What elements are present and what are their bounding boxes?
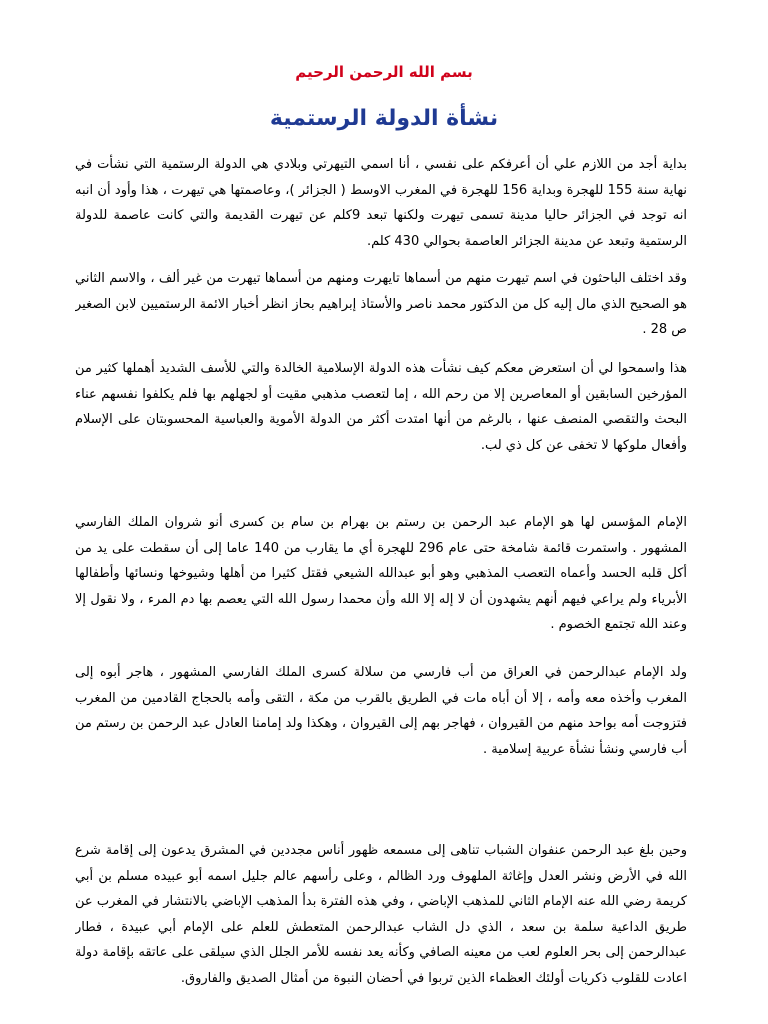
paragraph-founder: الإمام المؤسس لها هو الإمام عبد الرحمن بن رستم بن بهرام بن سام بن كسرى أنو شروان الملك الفارسي المشهور . واستمرت قائمة شامخة حتى عام 296 للهجرة أي ما يقارب من 140 عاما إلى أن سقطت على يد من أكل قلبه الحسد وأعماه التعصب المذهبي وهو أبو عبدالله الشيعي فقتل كثيرا من أهلها وشيوخها ونسائها وأطفالها الأبرياء ولم يراعي فيهم أنهم يشهدون أن لا إله إلا الله وأن محمدا رسول الله التي يعصم بها دم المرء ، ولا نقول إلا وعند الله تجتمع الخصوم .: [75, 515, 687, 632]
paragraph-name-origin: وقد اختلف الباحثون في اسم تيهرت منهم من أسماها تايهرت ومنهم من أسماها تيهرت من غير ألف ، والاسم الثاني هو الصحيح الذي مال إليه كل من الدكتور محمد ناصر والأستاذ إبراهيم بحاز انظر أخبار الائمة الرستميين لابن الصغير ص 28 .: [75, 271, 687, 337]
paragraph-birth: ولد الإمام عبدالرحمن في العراق من أب فارسي من سلالة كسرى الملك الفارسي المشهور ، هاجر أبوه إلى المغرب وأخذه معه وأمه ، إلا أن أباه مات في الطريق بالقرب من مكة ، التقى وأمه بالحجاج القادمين من المغرب فتزوجت أمه بواحد منهم من القيروان ، فهاجر بهم إلى القيروان ، وهكذا ولد إمامنا العادل عبد الرحمن بن رستم من أب فارسي ونشأ نشأة عربية إسلامية .: [75, 665, 687, 757]
paragraph-youth: وحين بلغ عبد الرحمن عنفوان الشباب تناهى إلى مسمعه ظهور أناس مجددين في المشرق يدعون إلى إقامة شرع الله في الأرض ونشر العدل وإغاثة الملهوف ورد الظالم ، وعلى رأسهم عالم جليل اسمه أبو عبيده مسلم بن أبي كريمة رضي الله عنه الإمام الثاني للمذهب الإباضي ، وفي هذه الفترة بدأ المذهب الإباضي بالانتشار في المغرب عن طريق الداعية سلمة بن سعد ، الذي دل الشاب عبدالرحمن المتعطش للعلم على الإمام أبي عبيدة ، فطار عبدالرحمن إلى بحر العلوم لعب من معينه الصافي وكأنه يعد نفسه للأمر الجلل الذي سيلقى على عاتقه بإقامة دولة اعادت للقلوب ذكريات أولئك العظماء الذين تربوا في أحضان النبوة من أمثال الصديق والفاروق.: [75, 843, 687, 986]
paragraph-historians: هذا واسمحوا لي أن استعرض معكم كيف نشأت هذه الدولة الإسلامية الخالدة والتي للأسف الشديد أهملها كثير من المؤرخين السابقين أو المعاصرين إلا من رحم الله ، إما لتعصب مذهبي مقيت أو لجهلهم بها فلم يكلفوا نفسهم عناء البحث والتقصي المنصف عنها ، بالرغم من أنها امتدت أكثر من الدولة الأموية والعباسية المحسوبتان على الإسلام وأفعال ملوكها لا تخفى عن كل ذي لب.: [75, 361, 687, 453]
page-title: نشأة الدولة الرستمية: [269, 106, 499, 131]
basmala-heading: بسم الله الرحمن الرحيم: [295, 63, 473, 81]
paragraph-introduction: بداية أجد من اللازم علي أن أعرفكم على نفسي ، أنا اسمي التيهرتي وبلادي هي الدولة الرستمية التي نشأت في نهاية سنة 155 للهجرة وبداية 156 للهجرة في المغرب الاوسط ( الجزائر )، وعاصمتها هي تيهرت ، هذا وأود أن انبه انه توجد في الجزائر حاليا مدينة تسمى تيهرت ولكنها تبعد 9كلم عن تيهرت القديمة والتي كانت عاصمة للدولة الرستمية وتبعد عن مدينة الجزائر العاصمة بحوالي 430 كلم.: [75, 157, 687, 249]
